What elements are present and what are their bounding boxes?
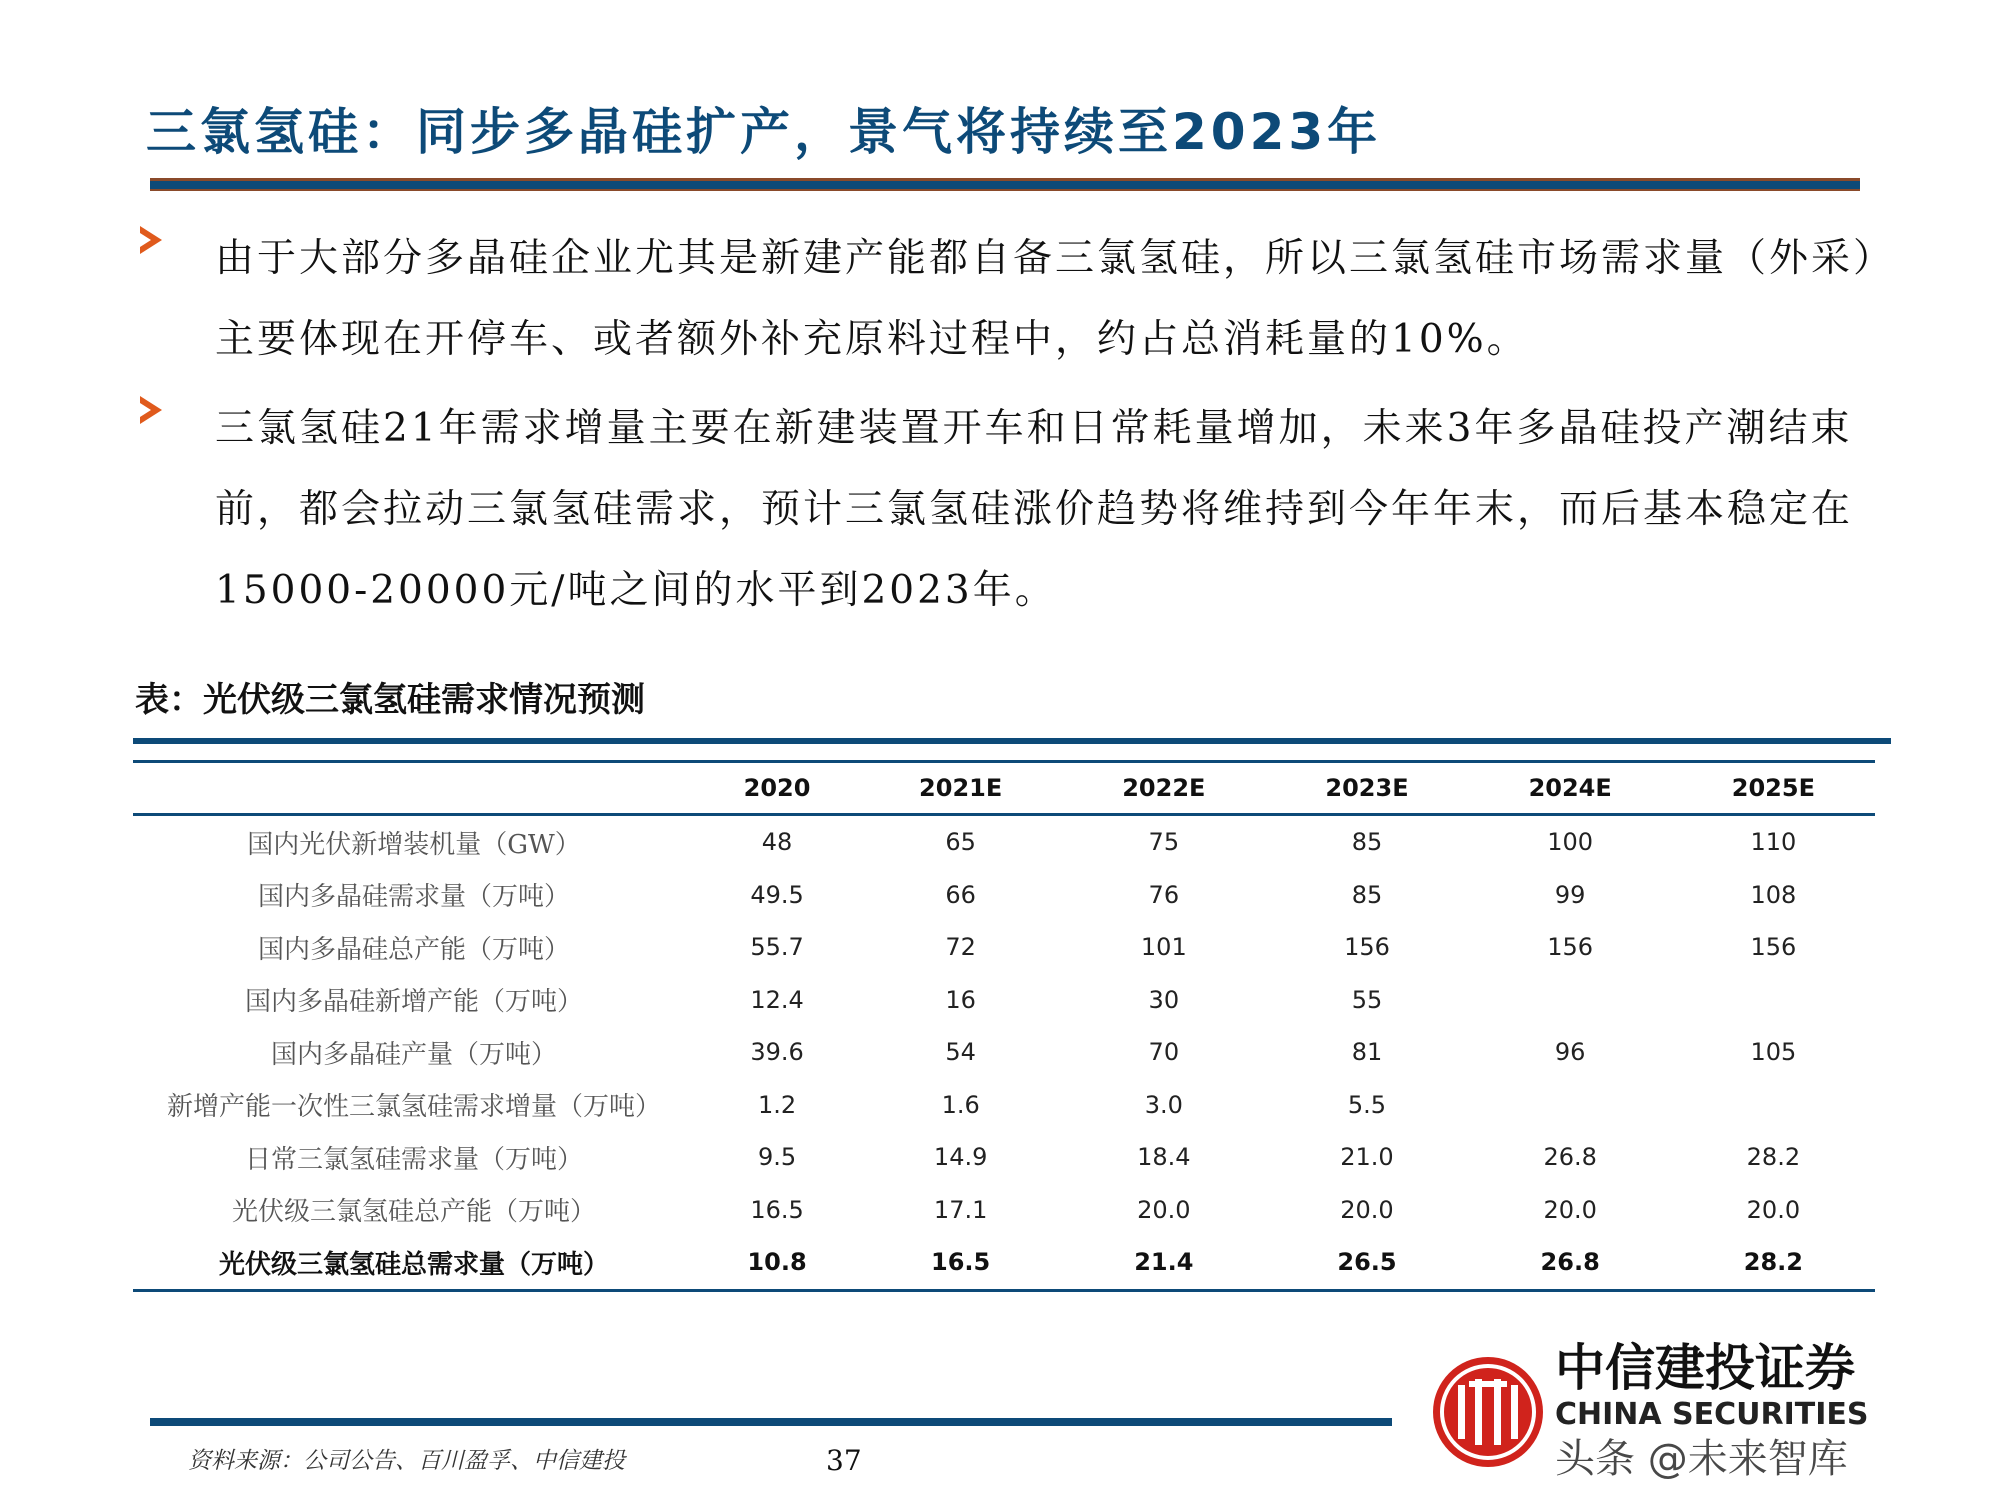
table-cell: 20.0 (1137, 1195, 1191, 1224)
table-cell: 16.5 (750, 1195, 804, 1224)
table-row (133, 1131, 1875, 1184)
bullet-text: 三氯氢硅21年需求增量主要在新建装置开车和日常耗量增加，未来3年多晶硅投产潮结束前，都会拉动三氯氢硅需求，预计三氯氢硅涨价趋势将维持到今年年末，而后基本稳定在15000-20000元/吨之间的水平到2023年。 (215, 406, 1854, 613)
table-cell: 54 (945, 1038, 976, 1067)
table-cell: 55.7 (750, 933, 804, 962)
table-cell: 110 (1750, 828, 1797, 857)
table-cell: 1.6 (941, 1090, 980, 1119)
table-cell: 3.0 (1144, 1090, 1183, 1119)
table-cell: 156 (1344, 933, 1390, 962)
table-row (133, 921, 1875, 974)
table-cell: 21.4 (1134, 1248, 1194, 1277)
table-cell: 49.5 (750, 880, 804, 909)
header-year: 2023E (1265, 762, 1468, 815)
row-label: 光伏级三氯氢硅总产能（万吨） (231, 1197, 596, 1228)
logo-text-en: CHINA SECURITIES (1555, 1397, 1869, 1432)
table-cell: 48 (761, 828, 793, 857)
table-row (133, 869, 1875, 922)
table-cell: 9.5 (757, 1143, 797, 1172)
arrow-bullet-icon (140, 396, 162, 424)
table-cell: 39.6 (750, 1038, 804, 1067)
table-cell: 156 (1547, 933, 1594, 962)
table-cell: 20.0 (1746, 1195, 1801, 1224)
table-row (133, 1184, 1875, 1237)
table-cell: 26.5 (1337, 1248, 1397, 1277)
table-cell: 26.8 (1540, 1248, 1600, 1277)
table-cell: 16 (945, 985, 976, 1014)
table-cell: 100 (1547, 828, 1594, 857)
table-cell: 85 (1351, 880, 1383, 909)
table-row (133, 1026, 1875, 1079)
table-cell (1672, 974, 1875, 1027)
table-cell: 66 (945, 880, 976, 909)
table-cell: 26.8 (1543, 1143, 1597, 1172)
bullet-text: 由于大部分多晶硅企业尤其是新建产能都自备三氯氢硅，所以三氯氢硅市场需求量（外采）主要体现在开停车、或者额外补充原料过程中，约占总消耗量的10%。 (215, 236, 1876, 362)
table-cell: 85 (1351, 828, 1383, 857)
header-year: 2024E (1469, 762, 1672, 815)
table-cell: 55 (1351, 985, 1383, 1014)
row-label: 国内多晶硅产量（万吨） (270, 1039, 557, 1070)
table-cell: 14.9 (933, 1143, 988, 1172)
header-year: 2025E (1672, 762, 1875, 815)
header-year: 2020 (695, 762, 859, 815)
row-label: 光伏级三氯氢硅总需求量（万吨） (218, 1249, 609, 1280)
table-cell: 10.8 (747, 1248, 807, 1277)
header-year: 2022E (1062, 762, 1265, 815)
row-label: 国内多晶硅新增产能（万吨） (244, 987, 583, 1018)
page-title: 三氯氢硅：同步多晶硅扩产，景气将持续至2023年 (146, 103, 1382, 161)
table-cell: 20.0 (1340, 1195, 1394, 1224)
table-cell: 96 (1554, 1038, 1586, 1067)
row-label: 新增产能一次性三氯氢硅需求增量（万吨） (166, 1092, 661, 1123)
table-cell: 65 (945, 828, 976, 857)
logo-text-cn: 中信建投证券 (1555, 1339, 1855, 1397)
table-cell: 21.0 (1340, 1143, 1394, 1172)
table-cell: 156 (1750, 933, 1797, 962)
table-header-row (133, 762, 1875, 815)
header-label (133, 762, 695, 815)
row-label: 国内光伏新增装机量（GW） (247, 829, 581, 860)
table-cell: 108 (1750, 880, 1797, 909)
row-label: 国内多晶硅总产能（万吨） (257, 934, 570, 965)
table-cell: 18.4 (1137, 1143, 1191, 1172)
watermark: 头条 @未来智库 (1555, 1436, 1848, 1482)
bullet-item (140, 218, 1880, 380)
table-cell: 99 (1554, 880, 1586, 909)
table-row (133, 1079, 1875, 1132)
source-note: 资料来源：公司公告、百川盈孚、中信建投 (188, 1448, 625, 1474)
table-cell: 28.2 (1743, 1248, 1803, 1277)
table-row (133, 1236, 1875, 1290)
table-cell: 1.2 (757, 1090, 797, 1119)
table-cell: 81 (1351, 1038, 1383, 1067)
citic-logo-icon (1433, 1357, 1543, 1467)
table-cell: 17.1 (933, 1195, 988, 1224)
table-caption: 表：光伏级三氯氢硅需求情况预测 (135, 680, 645, 720)
table-cell (1469, 1079, 1672, 1132)
table-cell: 30 (1148, 985, 1180, 1014)
table-cell (1469, 974, 1672, 1027)
table-cell: 28.2 (1746, 1143, 1801, 1172)
table-cell: 12.4 (750, 985, 804, 1014)
table-cell: 16.5 (931, 1248, 991, 1277)
bullet-item (140, 388, 1880, 631)
title-divider (150, 178, 1860, 191)
table-row (133, 815, 1875, 869)
table-row (133, 974, 1875, 1027)
table-cell: 70 (1148, 1038, 1180, 1067)
header-year: 2021E (859, 762, 1062, 815)
demand-forecast-table (133, 760, 1875, 1292)
table-cell: 5.5 (1347, 1090, 1387, 1119)
table-cell: 101 (1140, 933, 1187, 962)
table-cell: 75 (1148, 828, 1180, 857)
footer-divider (150, 1418, 1392, 1426)
row-label: 国内多晶硅需求量（万吨） (257, 882, 570, 913)
table-cell: 76 (1148, 880, 1180, 909)
arrow-bullet-icon (140, 226, 162, 254)
row-label: 日常三氯氢硅需求量（万吨） (244, 1144, 583, 1175)
table-cell: 20.0 (1543, 1195, 1597, 1224)
table-cell: 105 (1750, 1038, 1797, 1067)
table-cell (1672, 1079, 1875, 1132)
table-top-rule (133, 738, 1891, 744)
page-number: 37 (826, 1444, 862, 1477)
table-cell: 72 (945, 933, 976, 962)
